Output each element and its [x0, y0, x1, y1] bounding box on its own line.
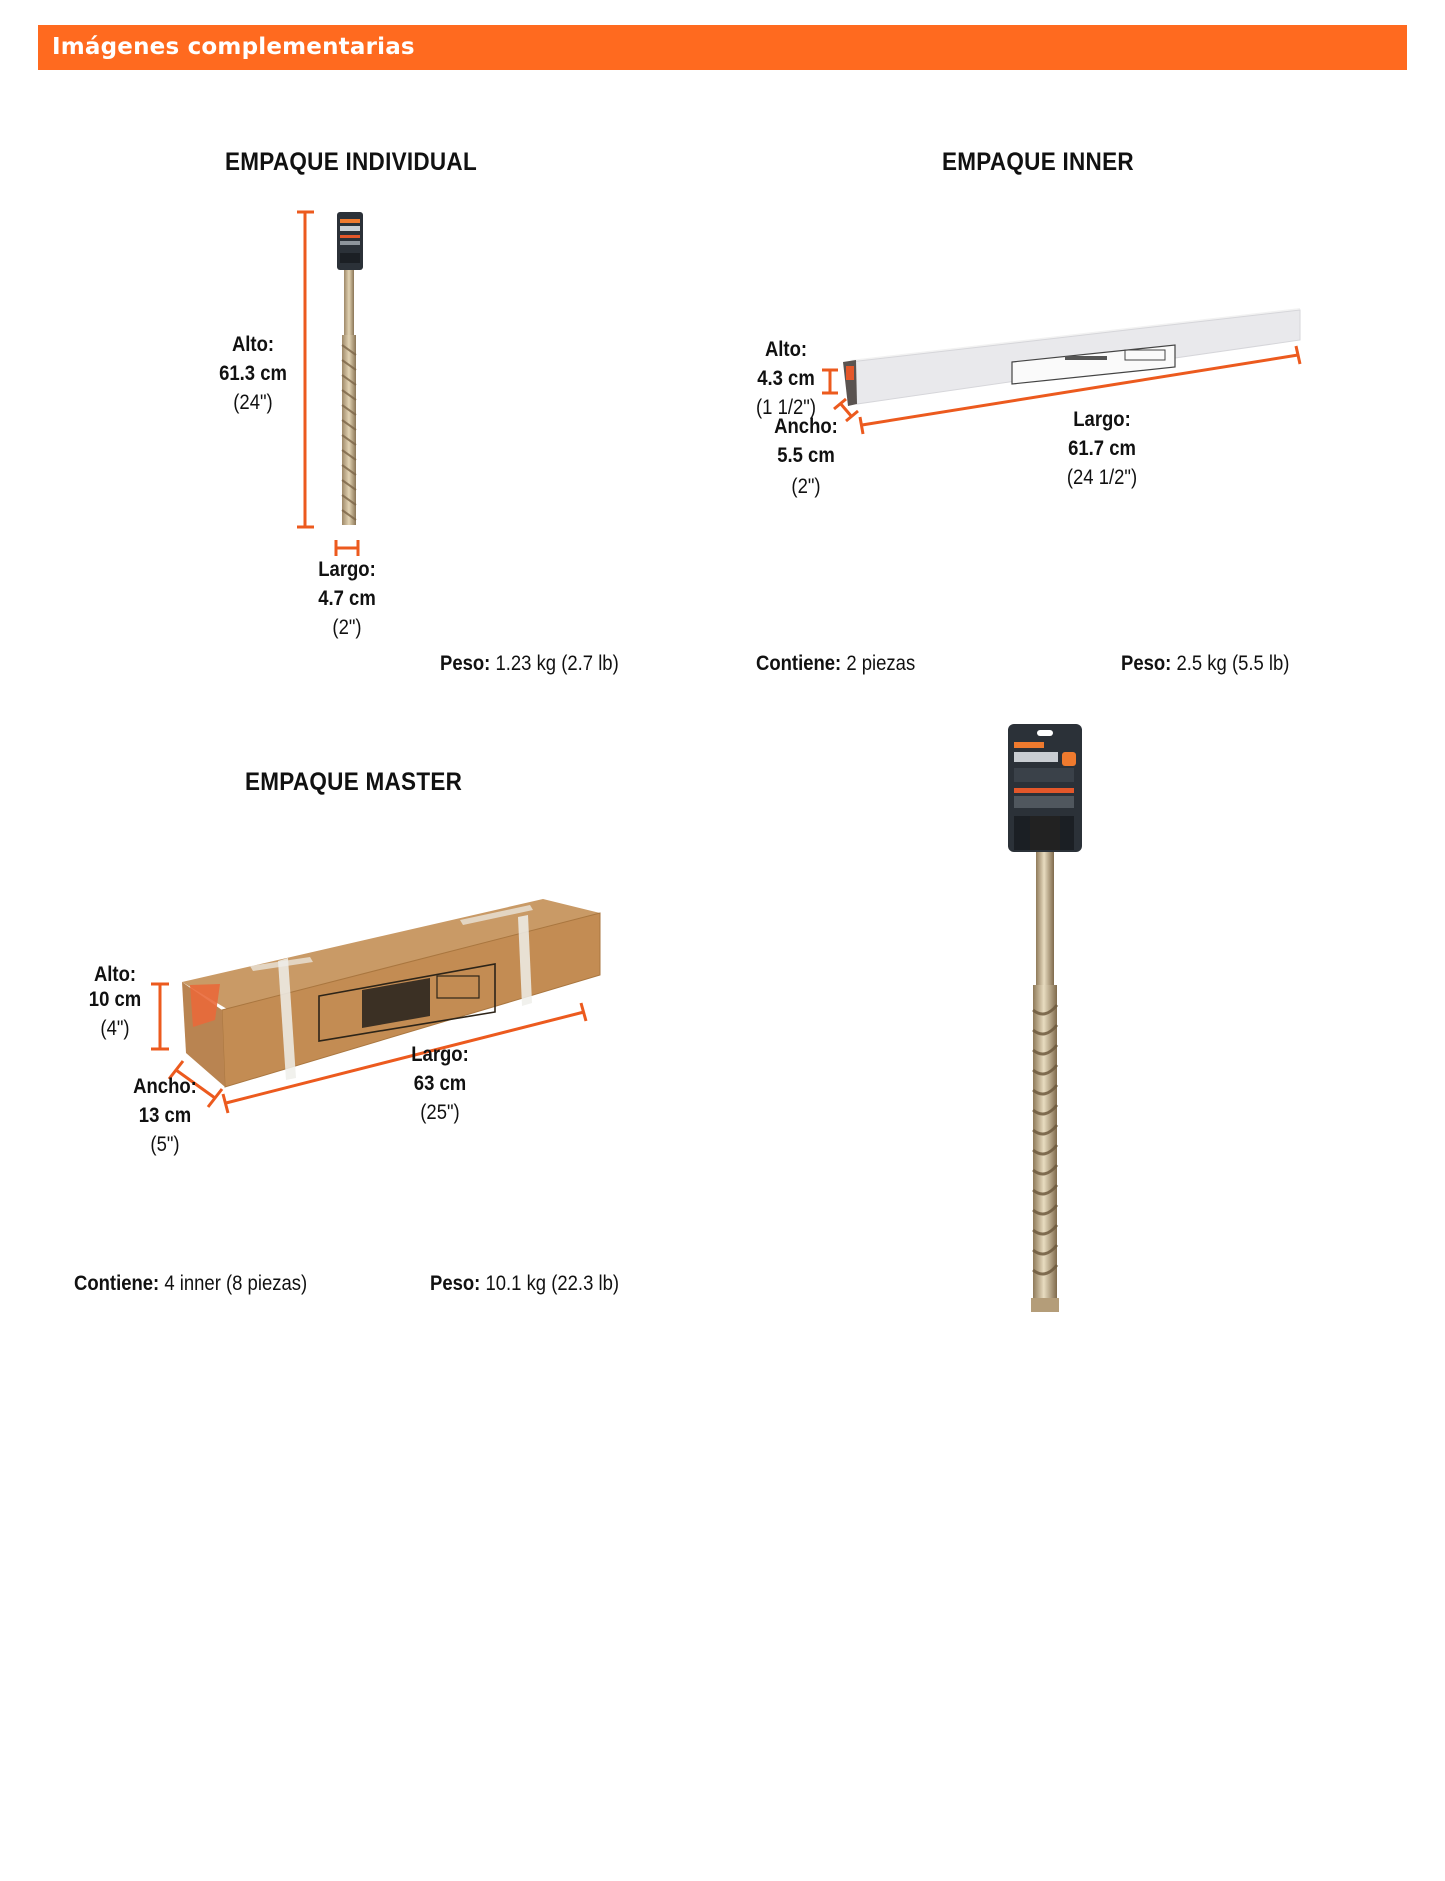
- value: 2 piezas: [846, 652, 916, 675]
- master-title: EMPAQUE MASTER: [245, 768, 463, 796]
- master-length-label: [400, 1040, 479, 1127]
- product-photo-image: [1000, 720, 1090, 1320]
- label: Largo:: [318, 558, 376, 581]
- label: Alto:: [764, 338, 808, 361]
- metric-value: 10 cm: [88, 988, 142, 1011]
- imperial-value: (4"): [100, 1017, 130, 1040]
- value: 2.5 kg (5.5 lb): [1176, 652, 1290, 675]
- value: 10.1 kg (22.3 lb): [485, 1272, 620, 1295]
- individual-title: EMPAQUE INDIVIDUAL: [225, 148, 477, 176]
- metric-value: 5.5 cm: [777, 444, 835, 467]
- metric-value: 61.7 cm: [1068, 437, 1136, 460]
- inner-title: EMPAQUE INNER: [942, 148, 1134, 176]
- label: Largo:: [1073, 408, 1131, 431]
- metric-value: 4.7 cm: [318, 587, 376, 610]
- label: Alto:: [231, 333, 275, 356]
- metric-value: 13 cm: [138, 1104, 192, 1127]
- value: 1.23 kg (2.7 lb): [495, 652, 619, 675]
- label: Peso:: [1121, 652, 1172, 675]
- master-weight: [430, 1272, 619, 1296]
- imperial-value: (2"): [791, 475, 821, 498]
- label: Ancho:: [774, 415, 838, 438]
- value: 4 inner (8 piezas): [164, 1272, 308, 1295]
- label: Peso:: [430, 1272, 481, 1295]
- section-header-title: Imágenes complementarias: [52, 34, 415, 60]
- imperial-value: (24 1/2"): [1066, 466, 1138, 489]
- label: Peso:: [440, 652, 491, 675]
- imperial-value: (1 1/2"): [756, 396, 816, 419]
- label: Largo:: [411, 1043, 469, 1066]
- metric-value: 4.3 cm: [757, 367, 815, 390]
- master-width-label: [125, 1072, 204, 1159]
- metric-value: 63 cm: [413, 1072, 467, 1095]
- imperial-value: (24"): [233, 391, 273, 414]
- label: Alto:: [93, 963, 137, 986]
- label: Ancho:: [133, 1075, 197, 1098]
- label: Contiene:: [756, 652, 842, 675]
- label: Contiene:: [74, 1272, 160, 1295]
- imperial-value: (25"): [420, 1101, 460, 1124]
- imperial-value: (2"): [332, 616, 362, 639]
- metric-value: 61.3 cm: [219, 362, 287, 385]
- master-contents: [74, 1272, 307, 1296]
- master-height-label: [75, 960, 154, 1043]
- imperial-value: (5"): [150, 1133, 180, 1156]
